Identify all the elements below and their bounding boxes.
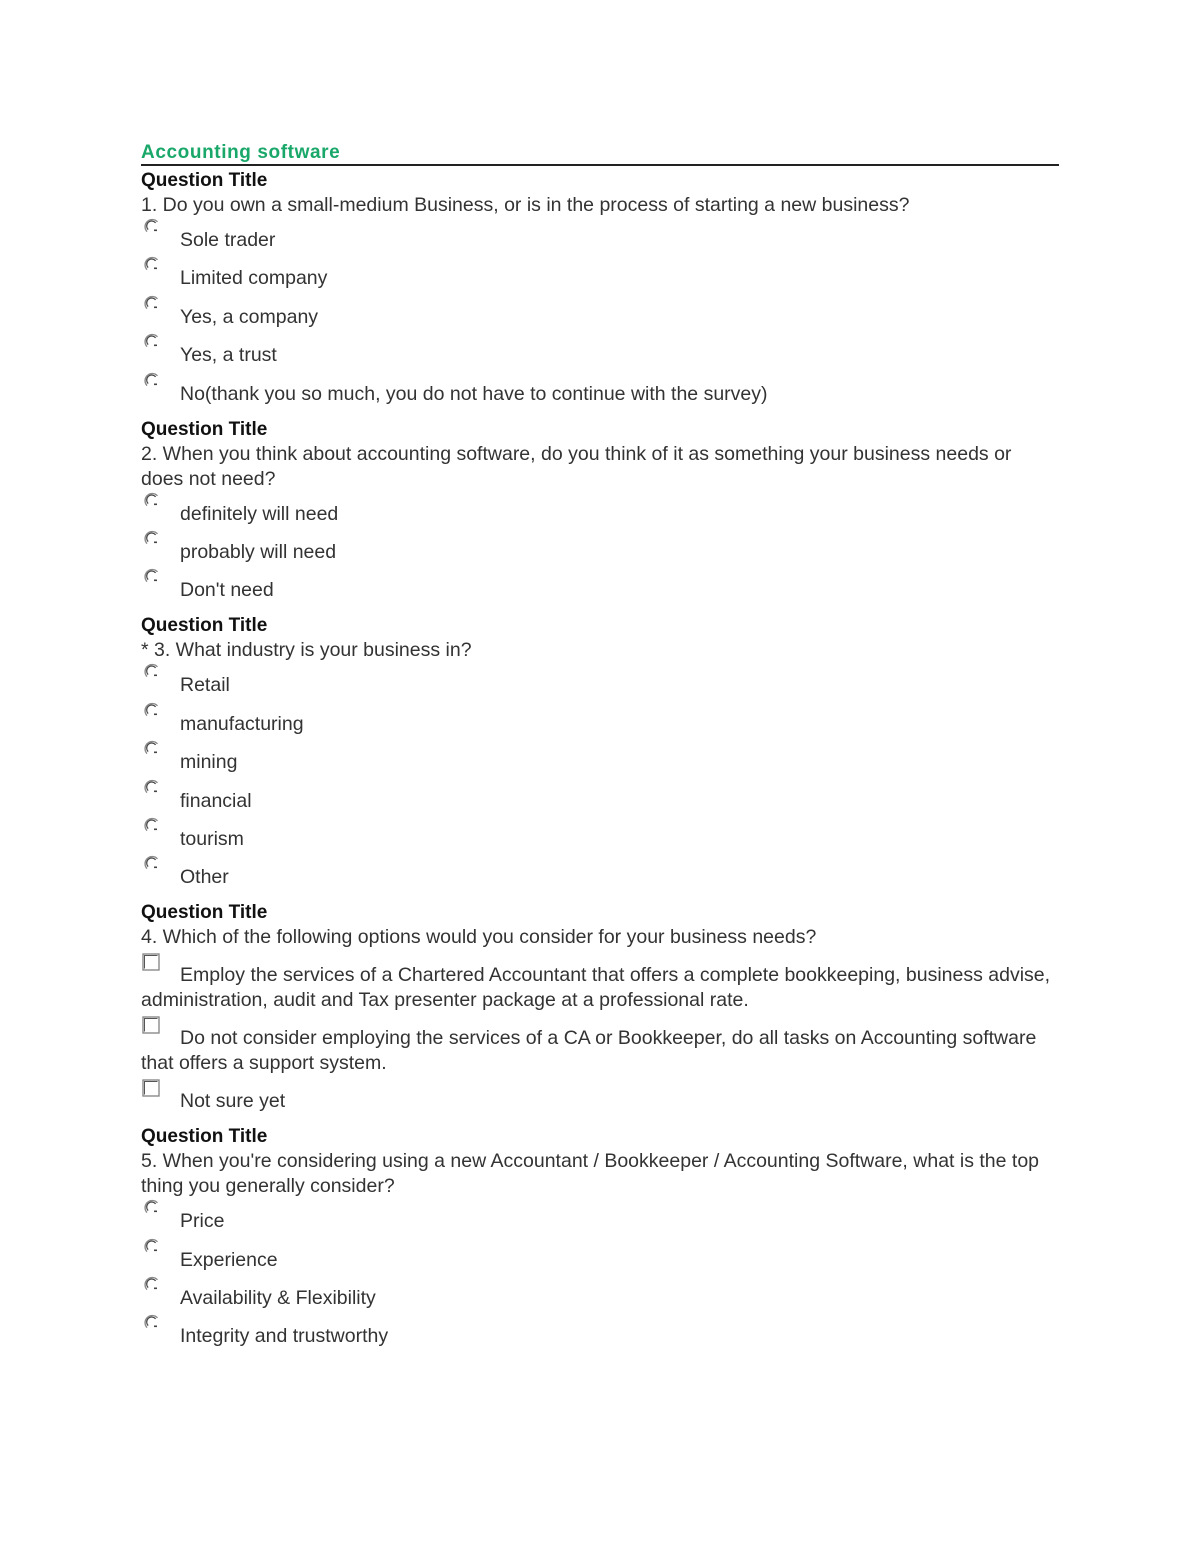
radio-button-icon[interactable]	[143, 529, 161, 547]
radio-option-sole-trader[interactable]	[141, 228, 1059, 253]
option-label: probably will need	[180, 540, 337, 563]
option-label: Do not consider employing the services of a CA or Bookkeeper, do all tasks on Accounting software that offers a support system.	[141, 1027, 1037, 1075]
question-5	[141, 1124, 1059, 1349]
radio-option-financial[interactable]	[141, 789, 1059, 814]
radio-group	[141, 502, 1059, 604]
question-heading: Question Title	[141, 418, 268, 440]
radio-button-icon[interactable]	[143, 217, 161, 235]
radio-group	[141, 1209, 1059, 1349]
survey-document	[141, 142, 1059, 1349]
radio-button-icon[interactable]	[143, 332, 161, 350]
option-label: Integrity and trustworthy	[180, 1325, 389, 1348]
question-heading: Question Title	[141, 615, 268, 637]
option-label: Don't need	[180, 579, 274, 602]
radio-option-price[interactable]	[141, 1209, 1059, 1234]
question-text: 4. Which of the following options would you consider for your business needs?	[141, 926, 817, 949]
option-label: Not sure yet	[180, 1090, 286, 1113]
radio-button-icon[interactable]	[143, 1275, 161, 1293]
radio-button-icon[interactable]	[143, 1237, 161, 1255]
radio-option-dont-need[interactable]	[141, 578, 1059, 603]
option-label: Yes, a company	[180, 305, 319, 328]
radio-button-icon[interactable]	[143, 739, 161, 757]
radio-button-icon[interactable]	[143, 701, 161, 719]
question-1	[141, 168, 1059, 407]
option-label: No(thank you so much, you do not have to continue with the survey)	[180, 382, 768, 405]
question-2	[141, 417, 1059, 604]
radio-button-icon[interactable]	[143, 854, 161, 872]
radio-option-manufacturing[interactable]	[141, 712, 1059, 737]
option-label: Availability & Flexibility	[180, 1287, 376, 1310]
checkbox-icon[interactable]	[142, 1016, 160, 1034]
radio-button-icon[interactable]	[143, 491, 161, 509]
question-text: 2. When you think about accounting software, do you think of it as something your business needs or does not need?	[141, 442, 1012, 490]
radio-option-tourism[interactable]	[141, 827, 1059, 852]
radio-button-icon[interactable]	[143, 1313, 161, 1331]
option-label: manufacturing	[180, 712, 304, 735]
option-label: Sole trader	[180, 229, 276, 251]
question-4	[141, 900, 1059, 1114]
radio-button-icon[interactable]	[143, 255, 161, 273]
checkbox-option-chartered-accountant[interactable]	[141, 963, 1059, 1013]
radio-option-mining[interactable]	[141, 750, 1059, 775]
radio-button-icon[interactable]	[143, 778, 161, 796]
radio-option-other[interactable]	[141, 865, 1059, 890]
radio-option-limited-company[interactable]	[141, 266, 1059, 291]
radio-button-icon[interactable]	[143, 662, 161, 680]
checkbox-option-not-sure[interactable]	[141, 1089, 1059, 1114]
checkbox-group	[141, 963, 1059, 1114]
radio-option-experience[interactable]	[141, 1248, 1059, 1273]
question-text: * 3. What industry is your business in?	[141, 639, 472, 662]
option-label: mining	[180, 751, 238, 774]
radio-option-retail[interactable]	[141, 673, 1059, 698]
option-label: definitely will need	[180, 502, 339, 525]
option-label: Limited company	[180, 267, 328, 290]
radio-button-icon[interactable]	[143, 371, 161, 389]
radio-group	[141, 228, 1059, 407]
question-heading: Question Title	[141, 902, 268, 924]
option-label: Retail	[180, 674, 230, 697]
radio-button-icon[interactable]	[143, 1198, 161, 1216]
radio-button-icon[interactable]	[143, 816, 161, 834]
radio-option-probably-will-need[interactable]	[141, 540, 1059, 565]
option-label: Yes, a trust	[180, 344, 277, 367]
option-label: Price	[180, 1210, 225, 1233]
question-text: 1. Do you own a small-medium Business, or is in the process of starting a new business?	[141, 194, 910, 216]
radio-option-no[interactable]	[141, 382, 1059, 407]
radio-group	[141, 673, 1059, 890]
radio-option-definitely-will-need[interactable]	[141, 502, 1059, 527]
option-label: tourism	[180, 827, 244, 850]
checkbox-icon[interactable]	[142, 953, 160, 971]
checkbox-option-accounting-software[interactable]	[141, 1026, 1059, 1076]
question-heading: Question Title	[141, 1126, 268, 1148]
question-heading: Question Title	[141, 170, 268, 191]
option-label: Employ the services of a Chartered Accountant that offers a complete bookkeeping, business advise, administration, audit and Tax presenter package at a professional rate.	[141, 964, 1051, 1012]
question-3	[141, 613, 1059, 890]
radio-option-yes-trust[interactable]	[141, 343, 1059, 368]
option-label: Experience	[180, 1248, 278, 1271]
radio-button-icon[interactable]	[143, 567, 161, 585]
survey-title: Accounting software	[141, 142, 1059, 166]
checkbox-icon[interactable]	[142, 1079, 160, 1097]
question-text: 5. When you're considering using a new Accountant / Bookkeeper / Accounting Software, what is the top thing you generally consider?	[141, 1150, 1040, 1198]
radio-option-yes-company[interactable]	[141, 305, 1059, 330]
option-label: financial	[180, 789, 252, 812]
radio-option-integrity-trustworthy[interactable]	[141, 1324, 1059, 1349]
radio-button-icon[interactable]	[143, 294, 161, 312]
radio-option-availability-flexibility[interactable]	[141, 1286, 1059, 1311]
option-label: Other	[180, 866, 229, 889]
